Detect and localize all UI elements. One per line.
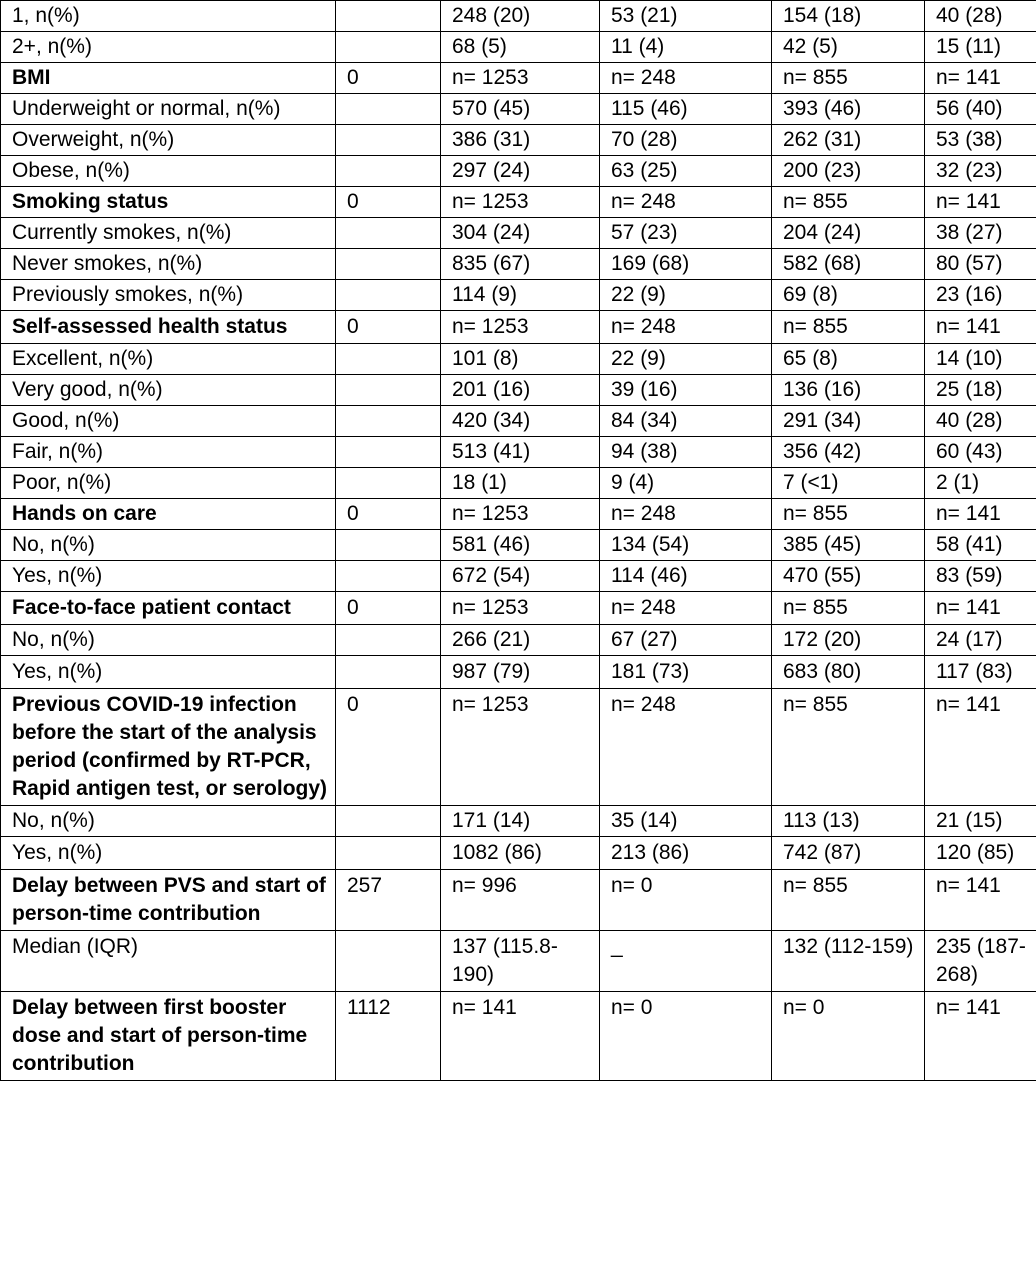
- value-cell: 18 (1): [441, 468, 600, 499]
- row-label: Yes, n(%): [1, 656, 336, 689]
- value-cell: 201 (16): [441, 375, 600, 406]
- value-cell: 65 (8): [772, 344, 925, 375]
- value-cell: n= 1253: [441, 689, 600, 806]
- value-cell: 68 (5): [441, 32, 600, 63]
- missing-cell: [336, 931, 441, 992]
- missing-cell: [336, 344, 441, 375]
- value-cell: 22 (9): [600, 280, 772, 311]
- value-cell: 154 (18): [772, 1, 925, 32]
- missing-cell: [336, 94, 441, 125]
- value-cell: 70 (28): [600, 125, 772, 156]
- value-cell: 266 (21): [441, 625, 600, 656]
- value-cell: n= 141: [441, 992, 600, 1081]
- value-cell: 181 (73): [600, 656, 772, 689]
- value-cell: n= 141: [925, 499, 1036, 530]
- value-cell: 84 (34): [600, 406, 772, 437]
- value-cell: 291 (34): [772, 406, 925, 437]
- value-cell: n= 1253: [441, 499, 600, 530]
- value-cell: n= 248: [600, 311, 772, 344]
- value-cell: 672 (54): [441, 561, 600, 592]
- value-cell: n= 1253: [441, 592, 600, 625]
- value-cell: 134 (54): [600, 530, 772, 561]
- row-label: Never smokes, n(%): [1, 249, 336, 280]
- value-cell: 742 (87): [772, 837, 925, 870]
- value-cell: 24 (17): [925, 625, 1036, 656]
- value-cell: n= 141: [925, 187, 1036, 218]
- value-cell: n= 141: [925, 992, 1036, 1081]
- section-label: Delay between PVS and start of person-time contribution: [1, 870, 336, 931]
- row-label: No, n(%): [1, 806, 336, 837]
- value-cell: n= 141: [925, 311, 1036, 344]
- value-cell: 835 (67): [441, 249, 600, 280]
- missing-cell: 0: [336, 592, 441, 625]
- value-cell: 137 (115.8-190): [441, 931, 600, 992]
- missing-cell: 1112: [336, 992, 441, 1081]
- missing-cell: [336, 218, 441, 249]
- value-cell: 11 (4): [600, 32, 772, 63]
- missing-cell: [336, 1, 441, 32]
- value-cell: 7 (<1): [772, 468, 925, 499]
- section-label: Smoking status: [1, 187, 336, 218]
- value-cell: 38 (27): [925, 218, 1036, 249]
- row-label: Previously smokes, n(%): [1, 280, 336, 311]
- value-cell: n= 1253: [441, 187, 600, 218]
- missing-cell: [336, 656, 441, 689]
- missing-cell: 0: [336, 499, 441, 530]
- value-cell: 582 (68): [772, 249, 925, 280]
- row-label: Very good, n(%): [1, 375, 336, 406]
- value-cell: 115 (46): [600, 94, 772, 125]
- value-cell: n= 248: [600, 499, 772, 530]
- value-cell: 385 (45): [772, 530, 925, 561]
- value-cell: _: [600, 931, 772, 992]
- value-cell: 570 (45): [441, 94, 600, 125]
- value-cell: n= 0: [772, 992, 925, 1081]
- value-cell: 60 (43): [925, 437, 1036, 468]
- section-label: Delay between first booster dose and start of person-time contribution: [1, 992, 336, 1081]
- section-label: BMI: [1, 63, 336, 94]
- value-cell: 581 (46): [441, 530, 600, 561]
- value-cell: 42 (5): [772, 32, 925, 63]
- value-cell: 53 (38): [925, 125, 1036, 156]
- value-cell: 94 (38): [600, 437, 772, 468]
- value-cell: 40 (28): [925, 406, 1036, 437]
- value-cell: n= 1253: [441, 63, 600, 94]
- value-cell: 683 (80): [772, 656, 925, 689]
- row-label: Yes, n(%): [1, 561, 336, 592]
- value-cell: 2 (1): [925, 468, 1036, 499]
- value-cell: n= 855: [772, 870, 925, 931]
- row-label: Currently smokes, n(%): [1, 218, 336, 249]
- value-cell: 69 (8): [772, 280, 925, 311]
- missing-cell: [336, 625, 441, 656]
- value-cell: n= 855: [772, 499, 925, 530]
- value-cell: 57 (23): [600, 218, 772, 249]
- value-cell: 32 (23): [925, 156, 1036, 187]
- section-label: Face-to-face patient contact: [1, 592, 336, 625]
- value-cell: n= 248: [600, 689, 772, 806]
- value-cell: 132 (112-159): [772, 931, 925, 992]
- value-cell: 356 (42): [772, 437, 925, 468]
- value-cell: 83 (59): [925, 561, 1036, 592]
- value-cell: n= 855: [772, 689, 925, 806]
- value-cell: 35 (14): [600, 806, 772, 837]
- value-cell: 1082 (86): [441, 837, 600, 870]
- value-cell: 113 (13): [772, 806, 925, 837]
- value-cell: n= 141: [925, 592, 1036, 625]
- value-cell: 172 (20): [772, 625, 925, 656]
- row-label: Underweight or normal, n(%): [1, 94, 336, 125]
- missing-cell: 0: [336, 689, 441, 806]
- value-cell: n= 855: [772, 592, 925, 625]
- value-cell: 25 (18): [925, 375, 1036, 406]
- section-label: Hands on care: [1, 499, 336, 530]
- value-cell: 297 (24): [441, 156, 600, 187]
- value-cell: 23 (16): [925, 280, 1036, 311]
- missing-cell: [336, 156, 441, 187]
- value-cell: n= 141: [925, 63, 1036, 94]
- value-cell: 513 (41): [441, 437, 600, 468]
- value-cell: 14 (10): [925, 344, 1036, 375]
- missing-cell: 0: [336, 311, 441, 344]
- missing-cell: [336, 32, 441, 63]
- row-label: Overweight, n(%): [1, 125, 336, 156]
- value-cell: n= 855: [772, 187, 925, 218]
- value-cell: 15 (11): [925, 32, 1036, 63]
- missing-cell: 257: [336, 870, 441, 931]
- value-cell: 80 (57): [925, 249, 1036, 280]
- value-cell: 53 (21): [600, 1, 772, 32]
- value-cell: n= 141: [925, 870, 1036, 931]
- missing-cell: [336, 125, 441, 156]
- value-cell: 204 (24): [772, 218, 925, 249]
- row-label: Median (IQR): [1, 931, 336, 992]
- value-cell: n= 1253: [441, 311, 600, 344]
- row-label: Excellent, n(%): [1, 344, 336, 375]
- value-cell: 136 (16): [772, 375, 925, 406]
- value-cell: 114 (9): [441, 280, 600, 311]
- row-label: Yes, n(%): [1, 837, 336, 870]
- value-cell: n= 0: [600, 870, 772, 931]
- row-label: Good, n(%): [1, 406, 336, 437]
- missing-cell: [336, 280, 441, 311]
- value-cell: n= 996: [441, 870, 600, 931]
- value-cell: 393 (46): [772, 94, 925, 125]
- value-cell: 470 (55): [772, 561, 925, 592]
- value-cell: 58 (41): [925, 530, 1036, 561]
- row-label: Fair, n(%): [1, 437, 336, 468]
- value-cell: n= 855: [772, 63, 925, 94]
- value-cell: 386 (31): [441, 125, 600, 156]
- row-label: No, n(%): [1, 625, 336, 656]
- row-label: Obese, n(%): [1, 156, 336, 187]
- missing-cell: 0: [336, 187, 441, 218]
- row-label: Poor, n(%): [1, 468, 336, 499]
- missing-cell: [336, 406, 441, 437]
- value-cell: 169 (68): [600, 249, 772, 280]
- section-label: Self-assessed health status: [1, 311, 336, 344]
- value-cell: 235 (187-268): [925, 931, 1036, 992]
- value-cell: 304 (24): [441, 218, 600, 249]
- value-cell: 200 (23): [772, 156, 925, 187]
- value-cell: 39 (16): [600, 375, 772, 406]
- value-cell: 22 (9): [600, 344, 772, 375]
- missing-cell: [336, 837, 441, 870]
- value-cell: n= 855: [772, 311, 925, 344]
- section-label: Previous COVID-19 infection before the start of the analysis period (confirmed by RT-PCR, Rapid antigen test, or serology): [1, 689, 336, 806]
- value-cell: 248 (20): [441, 1, 600, 32]
- value-cell: 117 (83): [925, 656, 1036, 689]
- row-label: 2+, n(%): [1, 32, 336, 63]
- value-cell: 56 (40): [925, 94, 1036, 125]
- value-cell: 63 (25): [600, 156, 772, 187]
- value-cell: 213 (86): [600, 837, 772, 870]
- missing-cell: [336, 249, 441, 280]
- missing-cell: [336, 437, 441, 468]
- value-cell: n= 0: [600, 992, 772, 1081]
- value-cell: n= 141: [925, 689, 1036, 806]
- missing-cell: [336, 806, 441, 837]
- value-cell: n= 248: [600, 592, 772, 625]
- missing-cell: [336, 561, 441, 592]
- value-cell: 114 (46): [600, 561, 772, 592]
- value-cell: 262 (31): [772, 125, 925, 156]
- missing-cell: 0: [336, 63, 441, 94]
- missing-cell: [336, 468, 441, 499]
- value-cell: n= 248: [600, 187, 772, 218]
- value-cell: 101 (8): [441, 344, 600, 375]
- value-cell: 987 (79): [441, 656, 600, 689]
- missing-cell: [336, 530, 441, 561]
- value-cell: 40 (28): [925, 1, 1036, 32]
- value-cell: 171 (14): [441, 806, 600, 837]
- value-cell: 9 (4): [600, 468, 772, 499]
- value-cell: 120 (85): [925, 837, 1036, 870]
- value-cell: 420 (34): [441, 406, 600, 437]
- value-cell: 21 (15): [925, 806, 1036, 837]
- table-body: [1, 1, 1036, 1081]
- value-cell: 67 (27): [600, 625, 772, 656]
- value-cell: n= 248: [600, 63, 772, 94]
- row-label: No, n(%): [1, 530, 336, 561]
- missing-cell: [336, 375, 441, 406]
- row-label: 1, n(%): [1, 1, 336, 32]
